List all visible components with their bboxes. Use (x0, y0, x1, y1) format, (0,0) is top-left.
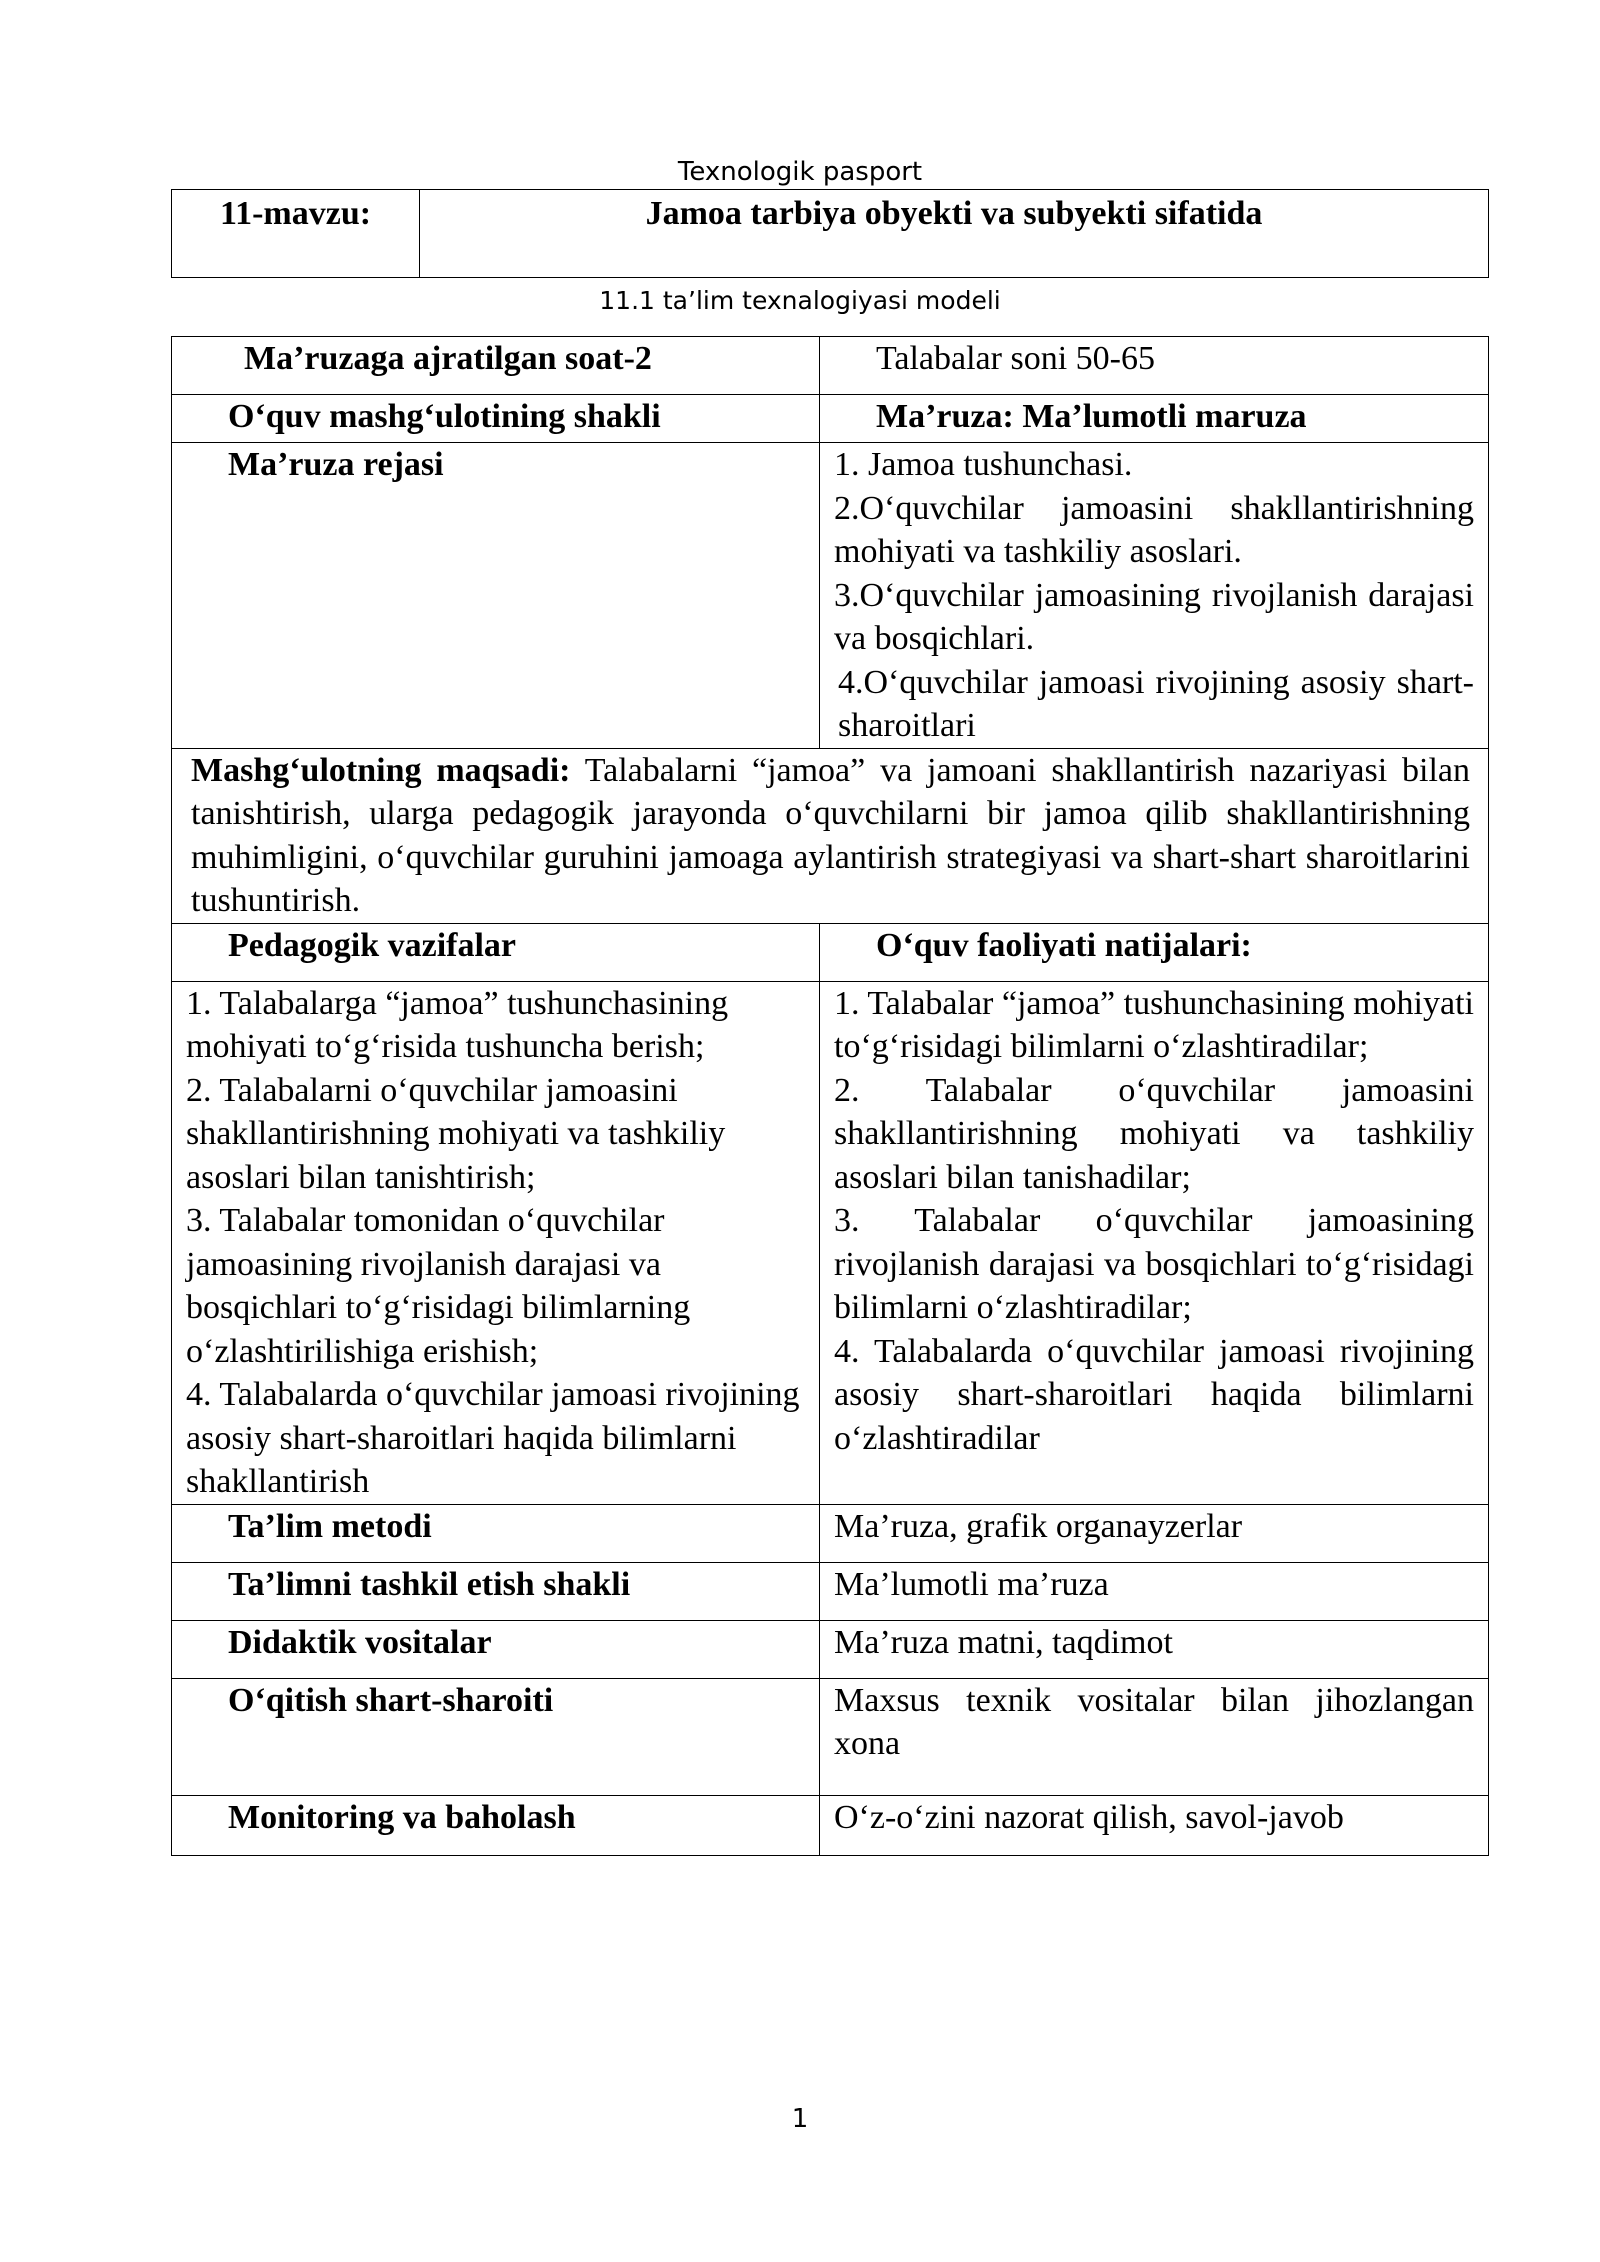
pedagogical-tasks-list (172, 981, 820, 1504)
students-count: Talabalar soni 50-65 (820, 337, 1489, 395)
plan-row (172, 443, 1489, 749)
tasks-row (172, 981, 1489, 1504)
hours-label: Ma’ruzaga ajratilgan soat-2 (172, 337, 820, 395)
task-item-3: 3. Talabalar tomonidan o‘quvchilar jamoasining rivojlanish darajasi va bosqichlari to‘g‘risidagi bilimlarning o‘zlashtirilishiga erishish; (186, 1202, 691, 1370)
monitoring-value: O‘z-o‘zini nazorat qilish, savol-javob (820, 1795, 1489, 1855)
form-label: O‘quv mashg‘ulotining shakli (172, 395, 820, 443)
learning-outcomes-header: O‘quv faoliyati natijalari: (820, 923, 1489, 981)
goal-cell (172, 748, 1489, 923)
plan-item-3: 3.O‘quvchilar jamoasining rivojlanish darajasi va bosqichlari. (834, 576, 1474, 657)
organization-label: Ta’limni tashkil etish shakli (172, 1562, 820, 1620)
document-title: Texnologik pasport (677, 157, 923, 187)
conditions-label: O‘qitish shart-sharoiti (172, 1678, 820, 1795)
tasks-header-row (172, 923, 1489, 981)
conditions-value: Maxsus texnik vositalar bilan jihozlangan xona (820, 1678, 1489, 1795)
plan-label: Ma’ruza rejasi (172, 443, 820, 749)
organization-value: Ma’lumotli ma’ruza (820, 1562, 1489, 1620)
technology-model-table (171, 336, 1489, 1856)
model-subtitle: 11.1 ta’lim texnalogiyasi modeli (599, 286, 1001, 315)
page-number: 1 (791, 2104, 809, 2134)
monitoring-row (172, 1795, 1489, 1855)
outcome-item-1: 1. Talabalar “jamoa” tushunchasining mohiyati to‘g‘risidagi bilimlarni o‘zlashtiradilar; (834, 984, 1474, 1065)
task-item-4: 4. Talabalarda o‘quvchilar jamoasi rivojining asosiy shart-sharoitlari haqida bilimlarni shakllantirish (186, 1376, 800, 1500)
plan-item-1: 1. Jamoa tushunchasi. (834, 446, 1133, 483)
goal-row (172, 748, 1489, 923)
plan-item-2: 2.O‘quvchilar jamoasini shakllantirishning mohiyati va tashkiliy asoslari. (834, 489, 1474, 570)
topic-title: Jamoa tarbiya obyekti va subyekti sifatida (420, 190, 1489, 278)
tools-row (172, 1620, 1489, 1678)
tools-value: Ma’ruza matni, taqdimot (820, 1620, 1489, 1678)
method-label: Ta’lim metodi (172, 1504, 820, 1562)
task-item-2: 2. Talabalarni o‘quvchilar jamoasini shakllantirishning mohiyati va tashkiliy asoslari bilan tanishtirish; (186, 1071, 726, 1196)
method-value: Ma’ruza, grafik organayzerlar (820, 1504, 1489, 1562)
plan-item-4: 4.O‘quvchilar jamoasi rivojining asosiy shart-sharoitlari (838, 663, 1474, 744)
goal-label: Mashg‘ulotning maqsadi: (191, 751, 571, 789)
form-value: Ma’ruza: Ma’lumotli maruza (820, 395, 1489, 443)
task-item-1: 1. Talabalarga “jamoa” tushunchasining mohiyati to‘g‘risida tushuncha berish; (186, 984, 729, 1065)
outcome-item-4: 4. Talabalarda o‘quvchilar jamoasi rivojining asosiy shart-sharoitlari haqida bilimlarni o‘zlashtiradilar (834, 1332, 1474, 1457)
method-row (172, 1504, 1489, 1562)
organization-row (172, 1562, 1489, 1620)
hours-row (172, 337, 1489, 395)
outcome-item-3: 3. Talabalar o‘quvchilar jamoasining rivojlanish darajasi va bosqichlari to‘g‘risidagi bilimlarni o‘zlashtiradilar; (834, 1202, 1474, 1326)
form-row (172, 395, 1489, 443)
topic-label: 11-mavzu: (172, 190, 420, 278)
plan-list (820, 443, 1489, 749)
pedagogical-tasks-header: Pedagogik vazifalar (172, 923, 820, 981)
learning-outcomes-list (820, 981, 1489, 1504)
monitoring-label: Monitoring va baholash (172, 1795, 820, 1855)
tools-label: Didaktik vositalar (172, 1620, 820, 1678)
goal-text: Talabalarni “jamoa” va jamoani shakllantirish nazariyasi bilan tanishtirish, ularga pedagogik jarayonda o‘quvchilarni bir jamoa qilib shakllantirishning muhimligini, o‘quvchilar guruhini jamoaga aylantirish strategiyasi va shart-shart sharoitlarini tushuntirish. (191, 751, 1471, 919)
outcome-item-2: 2. Talabalar o‘quvchilar jamoasini shakllantirishning mohiyati va tashkiliy asoslari bilan tanishadilar; (834, 1071, 1474, 1196)
conditions-row (172, 1678, 1489, 1795)
topic-table (171, 189, 1489, 278)
